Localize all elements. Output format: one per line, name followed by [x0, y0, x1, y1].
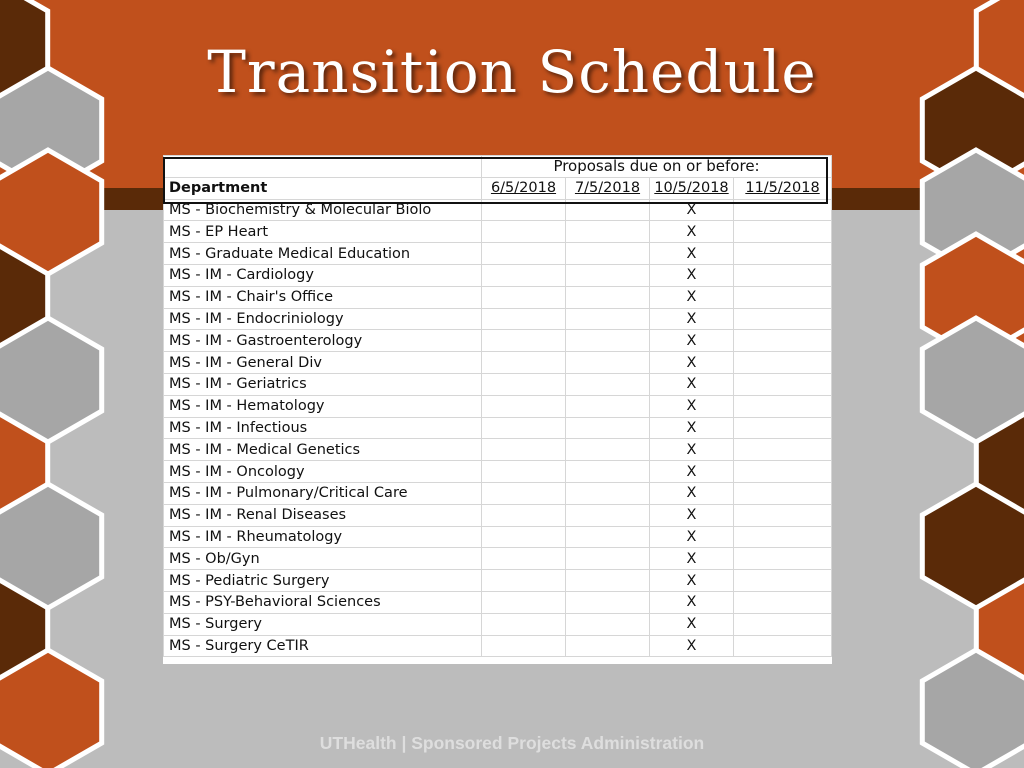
department-cell: MS - IM - Oncology: [164, 461, 482, 483]
due-mark-cell: X: [650, 308, 734, 330]
due-mark-cell: [566, 308, 650, 330]
table-row: [164, 570, 832, 592]
due-mark-cell: [734, 439, 832, 461]
due-mark-cell: [566, 548, 650, 570]
department-cell: MS - IM - Pulmonary/Critical Care: [164, 482, 482, 504]
due-mark-cell: [482, 243, 566, 265]
due-mark-cell: [566, 570, 650, 592]
due-mark-cell: [482, 591, 566, 613]
due-mark-cell: [566, 395, 650, 417]
due-mark-cell: [566, 526, 650, 548]
table-row: [164, 439, 832, 461]
table-row: [164, 352, 832, 374]
department-cell: MS - IM - Medical Genetics: [164, 439, 482, 461]
due-mark-cell: [566, 504, 650, 526]
due-mark-cell: [734, 548, 832, 570]
date-column-header: 7/5/2018: [566, 177, 650, 199]
department-cell: MS - IM - Infectious: [164, 417, 482, 439]
due-mark-cell: [734, 526, 832, 548]
due-mark-cell: [482, 264, 566, 286]
due-mark-cell: [734, 635, 832, 657]
date-column-header: 10/5/2018: [650, 177, 734, 199]
due-mark-cell: [566, 439, 650, 461]
table-row: [164, 286, 832, 308]
due-mark-cell: X: [650, 591, 734, 613]
due-mark-cell: [482, 395, 566, 417]
department-cell: MS - IM - Chair's Office: [164, 286, 482, 308]
table-row: [164, 330, 832, 352]
department-cell: MS - IM - Gastroenterology: [164, 330, 482, 352]
due-mark-cell: [734, 395, 832, 417]
table-row: [164, 504, 832, 526]
due-mark-cell: [734, 308, 832, 330]
department-cell: MS - IM - Geriatrics: [164, 373, 482, 395]
due-mark-cell: [482, 482, 566, 504]
table-row: [164, 482, 832, 504]
due-mark-cell: X: [650, 286, 734, 308]
due-mark-cell: X: [650, 243, 734, 265]
department-cell: MS - Surgery CeTIR: [164, 635, 482, 657]
due-mark-cell: X: [650, 570, 734, 592]
due-mark-cell: [482, 461, 566, 483]
due-mark-cell: [566, 461, 650, 483]
due-mark-cell: [482, 199, 566, 221]
due-mark-cell: X: [650, 439, 734, 461]
schedule-sheet: [163, 155, 832, 664]
due-mark-cell: [482, 439, 566, 461]
due-mark-cell: [566, 352, 650, 374]
due-mark-cell: [482, 352, 566, 374]
department-cell: MS - IM - Endocriniology: [164, 308, 482, 330]
due-mark-cell: [482, 221, 566, 243]
due-mark-cell: X: [650, 417, 734, 439]
due-mark-cell: [482, 330, 566, 352]
department-cell: MS - Biochemistry & Molecular Biolo: [164, 199, 482, 221]
table-row: [164, 417, 832, 439]
date-column-header: 6/5/2018: [482, 177, 566, 199]
department-cell: MS - PSY-Behavioral Sciences: [164, 591, 482, 613]
department-cell: MS - Ob/Gyn: [164, 548, 482, 570]
due-mark-cell: [482, 373, 566, 395]
due-mark-cell: [734, 504, 832, 526]
due-mark-cell: [566, 330, 650, 352]
due-mark-cell: [566, 591, 650, 613]
due-mark-cell: X: [650, 330, 734, 352]
due-mark-cell: [482, 286, 566, 308]
due-mark-cell: [482, 417, 566, 439]
table-row: [164, 461, 832, 483]
hexagon-shape: [0, 318, 102, 442]
department-column-header: Department: [164, 177, 482, 199]
due-mark-cell: [734, 570, 832, 592]
table-row: [164, 221, 832, 243]
due-mark-cell: X: [650, 613, 734, 635]
due-mark-cell: [734, 373, 832, 395]
due-mark-cell: [566, 221, 650, 243]
due-mark-cell: X: [650, 548, 734, 570]
due-mark-cell: [482, 308, 566, 330]
department-cell: MS - IM - Hematology: [164, 395, 482, 417]
due-mark-cell: X: [650, 461, 734, 483]
due-mark-cell: X: [650, 395, 734, 417]
date-column-header: 11/5/2018: [734, 177, 832, 199]
due-mark-cell: [566, 199, 650, 221]
due-mark-cell: [566, 417, 650, 439]
table-header-row-group: [164, 156, 832, 178]
due-mark-cell: [734, 461, 832, 483]
due-mark-cell: [734, 221, 832, 243]
due-mark-cell: [566, 373, 650, 395]
table-row: [164, 308, 832, 330]
table-row: [164, 243, 832, 265]
due-mark-cell: [566, 482, 650, 504]
department-cell: MS - IM - Cardiology: [164, 264, 482, 286]
due-mark-cell: [734, 417, 832, 439]
due-mark-cell: [734, 352, 832, 374]
due-mark-cell: X: [650, 352, 734, 374]
due-mark-cell: [482, 504, 566, 526]
table-row: [164, 373, 832, 395]
due-mark-cell: [734, 591, 832, 613]
department-cell: MS - Graduate Medical Education: [164, 243, 482, 265]
due-mark-cell: X: [650, 264, 734, 286]
due-mark-cell: [566, 286, 650, 308]
due-mark-cell: X: [650, 482, 734, 504]
due-mark-cell: [482, 613, 566, 635]
department-cell: MS - Surgery: [164, 613, 482, 635]
due-mark-cell: [734, 482, 832, 504]
due-mark-cell: [734, 199, 832, 221]
table-row: [164, 548, 832, 570]
due-mark-cell: [734, 286, 832, 308]
transition-schedule-table: [163, 155, 832, 657]
due-mark-cell: [566, 635, 650, 657]
due-mark-cell: [566, 243, 650, 265]
department-cell: MS - IM - Renal Diseases: [164, 504, 482, 526]
hexagon-shape: [0, 484, 102, 608]
department-cell: MS - IM - General Div: [164, 352, 482, 374]
footer-text: UTHealth | Sponsored Projects Administration: [319, 733, 705, 753]
due-mark-cell: [482, 570, 566, 592]
table-row: [164, 526, 832, 548]
due-mark-cell: [734, 613, 832, 635]
due-mark-cell: X: [650, 373, 734, 395]
page-title: Transition Schedule: [207, 38, 817, 106]
due-mark-cell: [482, 526, 566, 548]
due-mark-cell: X: [650, 504, 734, 526]
department-cell: MS - IM - Rheumatology: [164, 526, 482, 548]
proposals-due-header: Proposals due on or before:: [482, 156, 832, 178]
due-mark-cell: [734, 330, 832, 352]
table-row: [164, 635, 832, 657]
due-mark-cell: X: [650, 199, 734, 221]
due-mark-cell: X: [650, 635, 734, 657]
table-header-row-columns: [164, 177, 832, 199]
table-row: [164, 199, 832, 221]
due-mark-cell: [734, 243, 832, 265]
due-mark-cell: [566, 264, 650, 286]
department-cell: MS - Pediatric Surgery: [164, 570, 482, 592]
due-mark-cell: X: [650, 526, 734, 548]
table-row: [164, 613, 832, 635]
due-mark-cell: X: [650, 221, 734, 243]
hexagon-shape: [922, 484, 1024, 608]
header-blank-cell: [164, 156, 482, 178]
table-row: [164, 591, 832, 613]
due-mark-cell: [734, 264, 832, 286]
due-mark-cell: [482, 635, 566, 657]
due-mark-cell: [482, 548, 566, 570]
due-mark-cell: [566, 613, 650, 635]
table-row: [164, 264, 832, 286]
table-row: [164, 395, 832, 417]
department-cell: MS - EP Heart: [164, 221, 482, 243]
